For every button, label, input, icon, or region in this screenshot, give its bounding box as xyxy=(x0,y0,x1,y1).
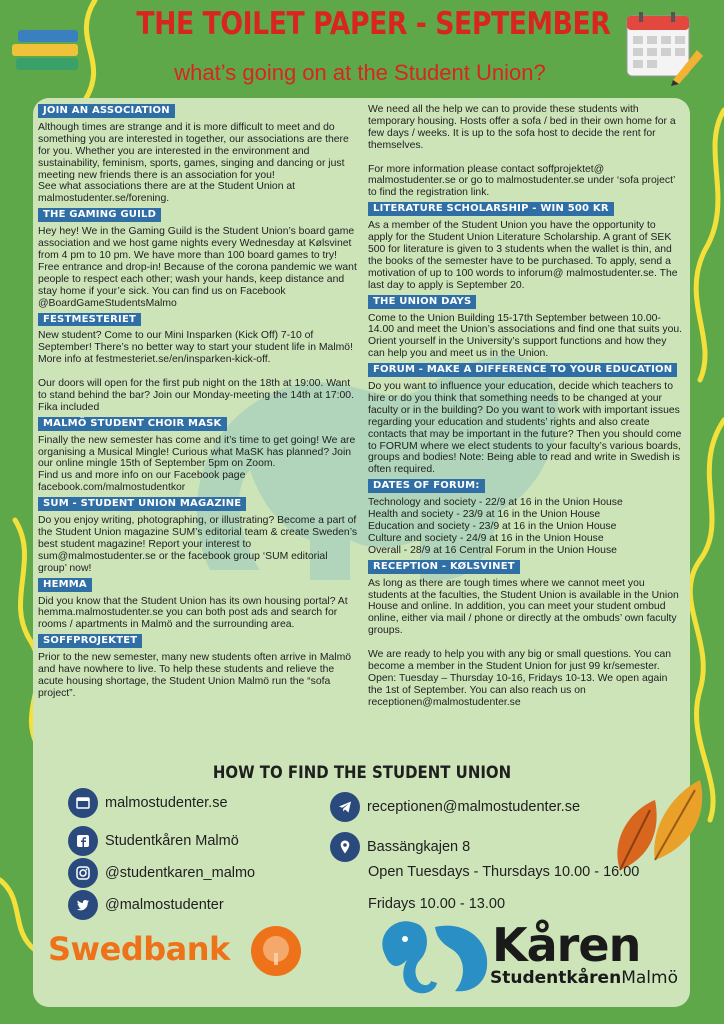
section-body: Come to the Union Building 15-17th September between 10.00-14.00 and meet the Union’s associations and find one that suits you. Orient yourself in the University’s support functions and how they can help you and meet us in the Union. xyxy=(368,312,683,360)
section-heading: THE UNION DAYS xyxy=(368,295,476,309)
website-text: malmostudenter.se xyxy=(105,795,228,811)
left-column xyxy=(38,104,358,703)
telegram-icon xyxy=(330,792,360,822)
web-icon xyxy=(68,788,98,818)
section-sum-magazine xyxy=(38,497,358,574)
books-icon xyxy=(12,30,84,72)
opening-hours-weekdays: Open Tuesdays - Thursdays 10.00 - 16.00 xyxy=(368,864,640,880)
section-heading: FORUM - MAKE A DIFFERENCE TO YOUR EDUCATION xyxy=(368,363,677,377)
swedbank-logo: Swedbank xyxy=(48,930,230,968)
karen-logo: Kåren xyxy=(492,918,641,972)
section-heading: MALMÖ STUDENT CHOIR MASK xyxy=(38,417,227,431)
page-title: THE TOILET PAPER - SEPTEMBER xyxy=(136,6,611,42)
website-link[interactable] xyxy=(68,788,228,818)
section-soffprojektet xyxy=(38,634,358,700)
address-item xyxy=(330,832,470,862)
section-body: Did you know that the Student Union has its own housing portal? At hemma.malmostudenter.se you can both post ads and search for rooms / apartments in Malmö and the surrounding area. xyxy=(38,595,348,631)
section-reception xyxy=(368,560,683,709)
address-text: Bassängkajen 8 xyxy=(367,839,471,855)
section-forum xyxy=(368,363,683,476)
section-body: Do you enjoy writing, photographing, or illustrating? Become a part of the Student Union magazine SUM’s editorial team & create Sweden’s best student magazine! Report your interest to sum@malmostudenter.se or the facebook group ‘SUM editorial group’ now! xyxy=(38,515,358,574)
section-body: Do you want to influence your education, decide which teachers to hire or do you think that something needs to be changed at your faculty or in the building? Do you want to work with important issues regarding your education and students’ rights and also create contacts that may be important in the future? Then you should come to FORUM where we elect students to your faculty’s various boards, groups and bodies! Note: Being able to read and write in Swedish is often required. xyxy=(368,381,682,476)
section-union-days xyxy=(368,295,683,361)
email-link[interactable] xyxy=(330,792,580,822)
section-body: As a member of the Student Union you have the opportunity to apply for the Student Union Literature Scholarship. A grant of SEK 500 for literature is given to 3 students when the wallet is thin, and the books of the semester have to be purchased. To apply, send a motivation of up to 100 words to inforum@ malmostudenter.se. The last day to apply is September 20. xyxy=(368,220,678,291)
section-heading: DATES OF FORUM: xyxy=(368,479,485,493)
section-heading: HEMMA xyxy=(38,578,92,592)
facebook-text: Studentkåren Malmö xyxy=(105,833,239,849)
section-festmesteriet xyxy=(38,313,358,414)
twitter-icon xyxy=(68,890,98,920)
instagram-text: @studentkaren_malmo xyxy=(105,865,256,881)
swedbank-oak-seal-icon xyxy=(250,925,302,977)
section-heading: JOIN AN ASSOCIATION xyxy=(38,104,175,118)
section-body: Prior to the new semester, many new students often arrive in Malmö and have nowhere to live. To help these students and relieve the acute housing shortage, the Student Union Malmö run the “sofa project”. xyxy=(38,652,352,699)
elephant-logo-icon xyxy=(375,915,493,995)
instagram-icon xyxy=(68,858,98,888)
section-heading: THE GAMING GUILD xyxy=(38,208,161,222)
email-text: receptionen@malmostudenter.se xyxy=(367,799,581,815)
section-body: Hey hey! We in the Gaming Guild is the Student Union’s board game association and we host game nights every Wednesday at Kølsvinet from 4 pm to 10 pm. We have more than 100 board games to try! Free entrance and drop-in! Because of the corona pandemic we want people to respect each other; wash your hands, keep distance and stay home if your’e sick. You can find us on Facebook @BoardGameStudentsMalmo xyxy=(38,226,357,309)
section-heading: FESTMESTERIET xyxy=(38,313,141,327)
section-body: New student? Come to our Mini Insparken (Kick Off) 7-10 of September! There’s no better way to start your student life in Malmö! More info at festmesteriet.se/en/insparken-kick-off. Our doors will open for the first pub night on the 18th at 19:00. Want to stand behind the bar? Join our Monday-meeting the 14th at 17:00. Fika included xyxy=(38,330,354,413)
calendar-icon xyxy=(623,10,705,86)
section-heading: LITERATURE SCHOLARSHIP - WIN 500 KR xyxy=(368,202,614,216)
section-body: Although times are strange and it is more difficult to meet and do something you are interested in together, our associations are there for you. Whether you are interested in the environment and sustainability, feminism, sports, games, singing and dancing or just meeting new friends there is an association for you! See what associations there are at the Student Union at malmostudenter.se/forening. xyxy=(38,121,349,205)
opening-hours-friday: Fridays 10.00 - 13.00 xyxy=(368,896,506,912)
find-union-heading: HOW TO FIND THE STUDENT UNION xyxy=(212,763,512,783)
section-heading: SOFFPROJEKTET xyxy=(38,634,142,648)
section-heading: RECEPTION - KØLSVINET xyxy=(368,560,520,574)
section-forum-dates xyxy=(368,479,683,556)
page-subtitle: what’s going on at the Student Union? xyxy=(174,60,546,85)
section-literature-scholarship xyxy=(368,202,683,291)
section-body: Technology and society - 22/9 at 16 in the Union House Health and society - 23/9 at 16 in the Union House Education and society - 23/9 at 16 in the Union House Culture and society - 24/9 at 16 in the Union House Overall - 28/9 at 16 Central Forum in the Union House xyxy=(368,497,623,556)
section-heading: SUM - STUDENT UNION MAGAZINE xyxy=(38,497,246,511)
soffprojektet-continued: We need all the help we can to provide these students with temporary housing. Hosts offer a sofa / bed in their own home for a few days / weeks. It is up to the sofa host to decide the rent for themselves. For more information please contact soffprojektet@ malmostudenter.se or go to malmostudenter.se under ‘sofa project’ to find the registration link. xyxy=(368,104,676,199)
section-join-association xyxy=(38,104,358,205)
karen-sub-bold: Studentkåren xyxy=(490,968,622,988)
section-body: Finally the new semester has come and it’s time to get going! We are organising a Musical Mingle! Curious what MaSK has planned? Join our online mingle 15th of September 5pm on Zoom. Find us and more info on our Facebook page facebook.com/malmostudentkor xyxy=(38,434,356,494)
location-pin-icon xyxy=(330,832,360,862)
section-hemma xyxy=(38,578,358,632)
karen-logo-subtitle xyxy=(490,968,678,988)
twitter-link[interactable] xyxy=(68,890,224,920)
twitter-text: @malmostudenter xyxy=(105,897,224,913)
instagram-link[interactable] xyxy=(68,858,255,888)
right-column xyxy=(368,104,683,712)
facebook-link[interactable] xyxy=(68,826,239,856)
facebook-icon xyxy=(68,826,98,856)
section-gaming-guild xyxy=(38,208,358,309)
section-choir xyxy=(38,417,358,494)
karen-sub-light: Malmö xyxy=(621,968,678,988)
section-body: As long as there are tough times where we cannot meet you students at the faculties, the Student Union is available in the Union House and online. In addition, you can meet your student ombud online, either via mail / phone or directly at the ombuds’ own faculty groups. We are ready to help you with any big or small questions. You can become a member in the Student Union for just 99 kr/semester. Open: Tuesday – Thursday 10-16, Fridays 10-13. We open again the 1st of September. You can also reach us on receptionen@malmostudenter.se xyxy=(368,577,679,708)
